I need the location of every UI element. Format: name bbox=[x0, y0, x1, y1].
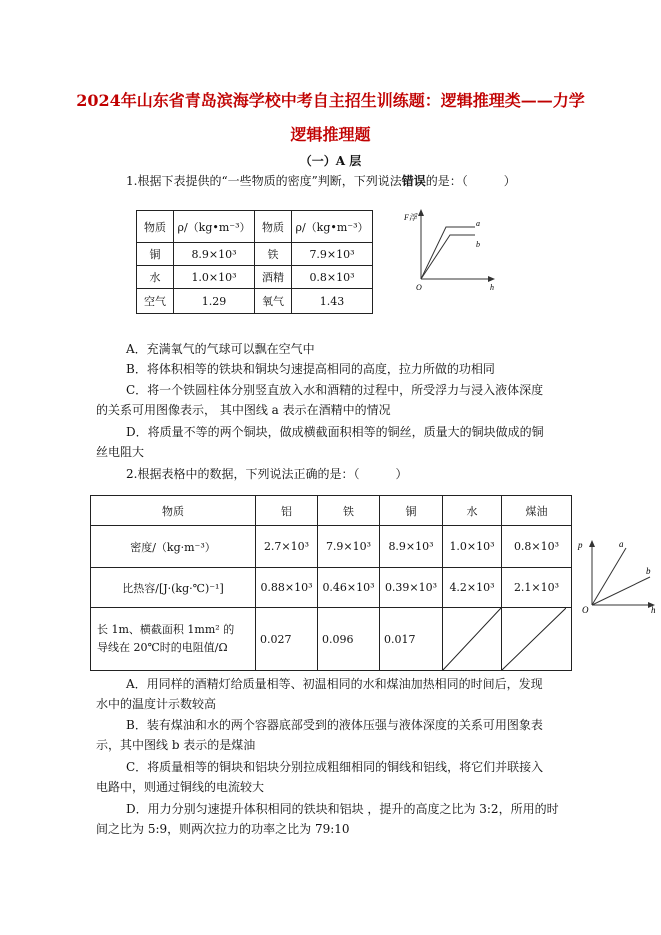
graph-line-b bbox=[421, 235, 475, 279]
q2-option-b-line2: 示，其中图线 b 表示的是煤油 bbox=[96, 738, 256, 752]
q1-buoyancy-graph bbox=[400, 205, 500, 293]
q1-cell: 铜 bbox=[137, 243, 174, 266]
q2-header-cell: 煤油 bbox=[502, 496, 572, 526]
q1-cell: 1.43 bbox=[292, 289, 373, 314]
diagonal-strike bbox=[502, 608, 566, 670]
q1-cell: 7.9×10³ bbox=[292, 243, 373, 266]
q1-cell: 物质 bbox=[137, 211, 174, 243]
q2-row-label bbox=[91, 608, 256, 671]
q1-cell: ρ/（kg•m⁻³） bbox=[174, 211, 255, 243]
diagonal-strike bbox=[443, 608, 501, 670]
q1-cell: 物质 bbox=[255, 211, 292, 243]
q1-cell: 酒精 bbox=[255, 266, 292, 289]
q1-option-c-line1: C．将一个铁圆柱体分别竖直放入水和酒精的过程中，所受浮力与浸入液体深度 bbox=[126, 383, 544, 397]
q2-empty-cell bbox=[443, 608, 502, 671]
q2-header-cell: 铁 bbox=[318, 496, 380, 526]
q2-option-a-line2: 水中的温度计示数较高 bbox=[96, 697, 217, 711]
q2-cell: 0.88×10³ bbox=[256, 568, 318, 608]
q2-cell: 8.9×10³ bbox=[380, 526, 443, 568]
q1-density-table bbox=[136, 210, 373, 314]
q1-cell: 8.9×10³ bbox=[174, 243, 255, 266]
q2-header-cell: 铜 bbox=[380, 496, 443, 526]
document-title-line1: 2024年山东省青岛滨海学校中考自主招生训练题：逻辑推理类——力学 bbox=[76, 91, 585, 110]
q2-resistance-label-line2: 导线在 20℃时的电阻值/Ω bbox=[97, 641, 228, 654]
q2-header-cell: 物质 bbox=[91, 496, 256, 526]
origin-label: O bbox=[416, 283, 422, 292]
origin-label: O bbox=[582, 605, 589, 615]
q1-option-c-line2: 的关系可用图像表示， 其中图线 a 表示在酒精中的情况 bbox=[96, 403, 391, 417]
q1-cell: 铁 bbox=[255, 243, 292, 266]
document-title-line2: 逻辑推理题 bbox=[290, 125, 371, 144]
q2-cell: 0.027 bbox=[256, 608, 318, 671]
q1-stem bbox=[126, 171, 516, 191]
q2-cell: 0.096 bbox=[318, 608, 380, 671]
line-a-label: a bbox=[619, 539, 624, 549]
q2-pressure-graph bbox=[574, 530, 659, 615]
q2-cell: 1.0×10³ bbox=[443, 526, 502, 568]
q1-cell: 0.8×10³ bbox=[292, 266, 373, 289]
q2-option-b-line1: B．装有煤油和水的两个容器底部受到的液体压强与液体深度的关系可用图象表 bbox=[126, 718, 543, 732]
q2-resistance-label-line1: 长 1m、横截面积 1mm² 的 bbox=[97, 623, 235, 636]
q1-stem-end: 的是：（ ） bbox=[425, 174, 516, 188]
x-axis-label: h bbox=[490, 283, 494, 292]
q2-empty-cell bbox=[502, 608, 572, 671]
q2-cell: 7.9×10³ bbox=[318, 526, 380, 568]
q2-header-cell: 铝 bbox=[256, 496, 318, 526]
x-axis-label: h bbox=[651, 605, 656, 615]
q2-cell: 2.1×10³ bbox=[502, 568, 572, 608]
q1-option-d-line2: 丝电阻大 bbox=[96, 445, 145, 459]
q2-cell: 4.2×10³ bbox=[443, 568, 502, 608]
q1-option-d-line1: D．将质量不等的两个铜块，做成横截面积相等的铜丝，质量大的铜块做成的铜 bbox=[126, 425, 544, 439]
q2-cell: 0.017 bbox=[380, 608, 443, 671]
q2-cell: 2.7×10³ bbox=[256, 526, 318, 568]
q2-row-label: 比热容/[J·(kg·℃)⁻¹] bbox=[91, 568, 256, 608]
line-a-label: a bbox=[476, 219, 480, 228]
q1-stem-emphasis: 错误 bbox=[401, 174, 426, 188]
q2-option-d-line1: D．用力分别匀速提升体积相同的铁块和铝块 ，提升的高度之比为 3:2，所用的时 bbox=[126, 802, 559, 816]
q2-cell: 0.39×10³ bbox=[380, 568, 443, 608]
q1-cell: 1.0×10³ bbox=[174, 266, 255, 289]
q1-option-a: A．充满氧气的气球可以飘在空气中 bbox=[126, 342, 315, 356]
q1-stem-text: 1.根据下表提供的“一些物质的密度”判断，下列说法 bbox=[126, 174, 402, 188]
q1-cell: 氧气 bbox=[255, 289, 292, 314]
q1-option-b: B．将体积相等的铁块和铜块匀速提高相同的高度，拉力所做的功相同 bbox=[126, 362, 495, 376]
q1-cell: 1.29 bbox=[174, 289, 255, 314]
x-axis-arrow bbox=[488, 276, 495, 282]
y-axis-label: F浮 bbox=[404, 213, 417, 222]
q2-option-d-line2: 间之比为 5:9，则两次拉力的功率之比为 79:10 bbox=[96, 822, 350, 836]
q2-option-c-line1: C．将质量相等的铜块和铝块分别拉成粗细相同的铜线和铝线，将它们并联接入 bbox=[126, 760, 544, 774]
y-axis-arrow bbox=[418, 209, 424, 216]
line-b-label: b bbox=[646, 566, 651, 576]
section-heading: （一）A 层 bbox=[299, 154, 362, 168]
q2-option-a-line1: A．用同样的酒精灯给质量相等、初温相同的水和煤油加热相同的时间后，发现 bbox=[126, 677, 543, 691]
y-axis-label: p bbox=[578, 540, 583, 550]
q2-cell: 0.8×10³ bbox=[502, 526, 572, 568]
q2-properties-table bbox=[90, 495, 572, 671]
y-axis-arrow bbox=[589, 540, 595, 547]
q2-row-label: 密度/（kg·m⁻³） bbox=[91, 526, 256, 568]
line-b-label: b bbox=[476, 240, 480, 249]
q1-cell: 水 bbox=[137, 266, 174, 289]
q1-cell: 空气 bbox=[137, 289, 174, 314]
q1-cell: ρ/（kg•m⁻³） bbox=[292, 211, 373, 243]
q2-header-cell: 水 bbox=[443, 496, 502, 526]
q2-cell: 0.46×10³ bbox=[318, 568, 380, 608]
q2-option-c-line2: 电路中，则通过铜线的电流较大 bbox=[96, 780, 265, 794]
q2-stem: 2.根据表格中的数据，下列说法正确的是：（ ） bbox=[126, 467, 408, 481]
